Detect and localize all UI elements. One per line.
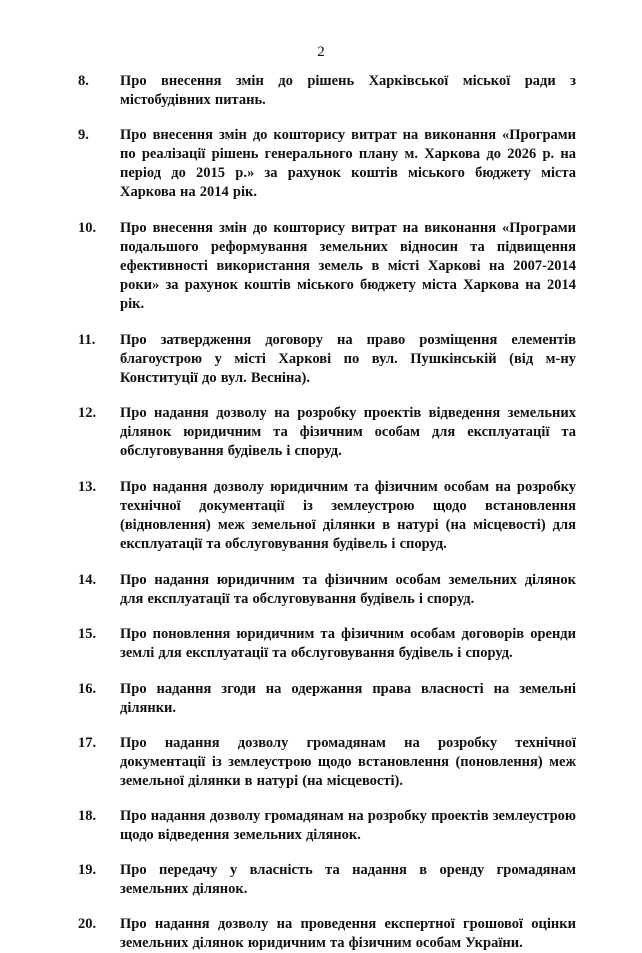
- item-number: 8.: [78, 73, 89, 89]
- agenda-item: [78, 861, 576, 899]
- item-number: 11.: [78, 332, 96, 348]
- item-text: Про затвердження договору на право розміщення елементів благоустрою у місті Харкові по вул. Пушкінській (від м-ну Конституції до вул. Весніна).: [120, 332, 576, 386]
- item-number: 15.: [78, 626, 97, 642]
- agenda-item: [78, 404, 576, 461]
- item-text: Про внесення змін до рішень Харківської міської ради з містобудівних питань.: [120, 73, 576, 108]
- item-text: Про внесення змін до кошторису витрат на виконання «Програми подальшого реформування земельних відносин та підвищення ефективності використання земель в місті Харкові на 2007-2014 роки» за рахунок коштів міського бюджету міста Харкова на 2014 рік.: [120, 220, 576, 312]
- agenda-item: [78, 734, 576, 791]
- item-text: Про передачу у власність та надання в оренду громадянам земельних ділянок.: [120, 862, 576, 897]
- agenda-item: [78, 807, 576, 845]
- item-text: Про надання дозволу громадянам на розробку технічної документації із землеустрою щодо встановлення (поновлення) меж земельної ділянки в натурі (на місцевості).: [120, 735, 576, 789]
- item-number: 18.: [78, 808, 97, 824]
- item-number: 16.: [78, 681, 97, 697]
- page-number: 2: [317, 44, 325, 60]
- item-number: 14.: [78, 572, 97, 588]
- item-text: Про надання згоди на одержання права власності на земельні ділянки.: [120, 681, 576, 716]
- item-text: Про надання дозволу юридичним та фізичним особам на розробку технічної документації із землеустрою щодо встановлення (відновлення) меж земельної ділянки в натурі (на місцевості) для експлуатації та обслуговування будівель і споруд.: [120, 479, 576, 552]
- item-text: Про внесення змін до кошторису витрат на виконання «Програми по реалізації рішень генерального плану м. Харкова до 2026 р. на період до 2015 р.» за рахунок коштів міського бюджету міста Харкова на 2014 рік.: [120, 127, 576, 200]
- item-text: Про надання дозволу громадянам на розробку проектів землеустрою щодо відведення земельних ділянок.: [120, 808, 576, 843]
- item-text: Про надання юридичним та фізичним особам земельних ділянок для експлуатації та обслуговування будівель і споруд.: [120, 572, 576, 607]
- agenda-list: [78, 72, 576, 953]
- item-number: 12.: [78, 405, 97, 421]
- agenda-item: [78, 126, 576, 202]
- item-number: 17.: [78, 735, 97, 751]
- agenda-item: [78, 625, 576, 663]
- item-number: 19.: [78, 862, 97, 878]
- agenda-item: [78, 915, 576, 953]
- item-number: 9.: [78, 127, 89, 143]
- agenda-item: [78, 680, 576, 718]
- agenda-item: [78, 331, 576, 388]
- item-text: Про надання дозволу на проведення експертної грошової оцінки земельних ділянок юридичним та фізичним особам України.: [120, 916, 576, 951]
- agenda-item: [78, 571, 576, 609]
- item-number: 20.: [78, 916, 97, 932]
- agenda-item: [78, 219, 576, 314]
- item-text: Про поновлення юридичним та фізичним особам договорів оренди землі для експлуатації та обслуговування будівель і споруд.: [120, 626, 576, 661]
- item-text: Про надання дозволу на розробку проектів відведення земельних ділянок юридичним та фізичним особам для експлуатації та обслуговування будівель і споруд.: [120, 405, 576, 459]
- agenda-item: [78, 478, 576, 554]
- agenda-item: [78, 72, 576, 110]
- item-number: 13.: [78, 479, 97, 495]
- item-number: 10.: [78, 220, 97, 236]
